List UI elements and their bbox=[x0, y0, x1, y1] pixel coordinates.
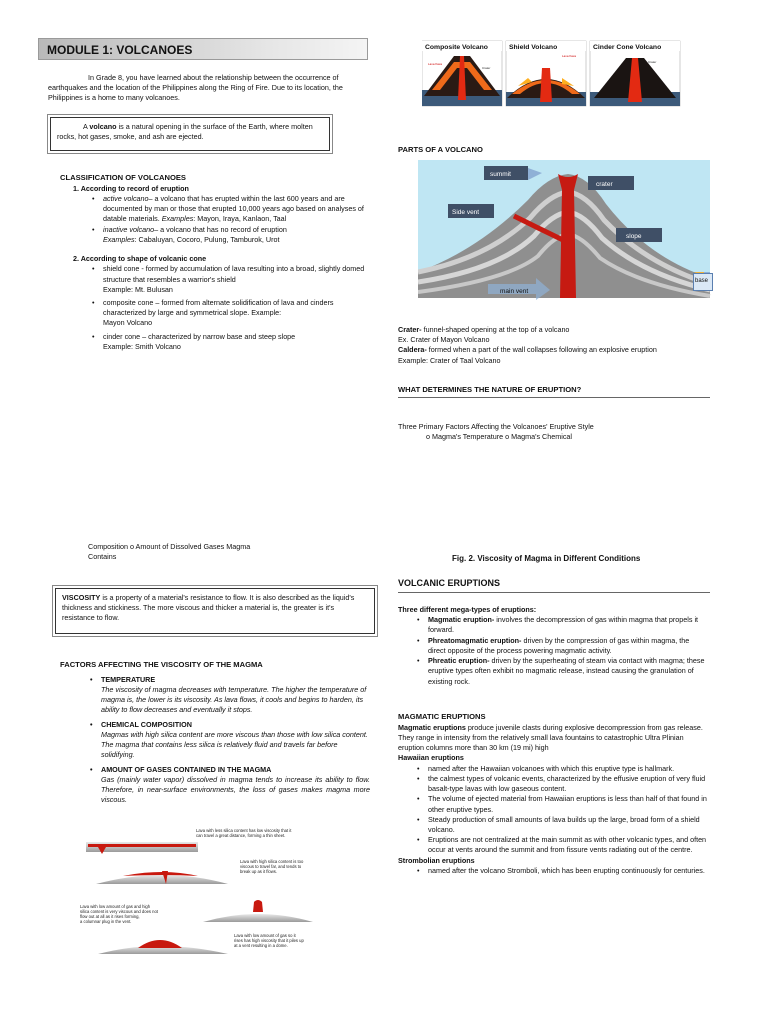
volcano-types-illustration bbox=[422, 38, 684, 108]
factor-text: Magmas with high silica content are more viscous than those with low silica content. The magma that contains less silica is relatively fluid and travels far before solidifying. bbox=[101, 729, 368, 760]
list-item: • inactive volcano– a volcano that has no record of eruption Examples: Cabaluyan, Cocoro, Pulung, Tamburok, Urot bbox=[103, 225, 370, 245]
factor-title: • CHEMICAL COMPOSITION bbox=[101, 720, 370, 730]
record-heading: 1. According to record of eruption bbox=[73, 183, 189, 193]
factors-heading: FACTORS AFFECTING THE VISCOSITY OF THE MAGMA bbox=[60, 660, 263, 669]
list-item: • named after the volcano Stromboli, which has been erupting continuously for centuries. bbox=[428, 866, 708, 876]
crater-small-label: Crater bbox=[482, 66, 491, 70]
factors-section bbox=[60, 660, 370, 805]
list-item: • cinder cone – characterized by narrow base and steep slope Example: Smith Volcano bbox=[103, 332, 370, 352]
flow-label-3: Lava with low amount of gas and high silica content is very viscous and does not flow out at all as it rises forming, a columnar plug in the vent. bbox=[80, 904, 158, 924]
thin-lava-sheet bbox=[86, 842, 198, 854]
factor-title: • TEMPERATURE bbox=[101, 675, 370, 685]
module-title: MODULE 1: VOLCANOES bbox=[38, 38, 368, 60]
factor-text: Gas (mainly water vapor) dissolved in magma tends to increase its ability to flow. Therefore, in near-surface environments, the loss of gases makes magma more viscous. bbox=[101, 774, 370, 805]
shield-volcano-image bbox=[506, 41, 586, 106]
list-item: • the calmest types of volcanic events, characterized by the effusive eruption of very fluid basalt-type lavas with low gaseous content. bbox=[428, 774, 708, 794]
list-item: • Eruptions are not centralized at the main summit as with other volcanic types, and often occur at vents around the summit and from fissure vents radiating out of the centre. bbox=[428, 835, 708, 855]
factors-list bbox=[60, 675, 370, 806]
list-item: • active volcano– a volcano that has erupted within the last 600 years and are documented by man or those that erupted 10,000 years ago based on analyses of datable materials. Examples: Mayon, Iraya, Kanlaon, Taal bbox=[103, 194, 370, 225]
volcano-type-label: Composite Volcano bbox=[425, 44, 488, 51]
volcano-type-label: Shield Volcano bbox=[509, 44, 558, 51]
record-list bbox=[60, 194, 370, 245]
label-summit: summit bbox=[490, 171, 511, 178]
list-item: • The volume of ejected material from Hawaiian eruptions is less than half of that found in other eruptive types. bbox=[428, 794, 708, 814]
parts-of-volcano-diagram bbox=[418, 160, 712, 300]
factor-title: • AMOUNT OF GASES CONTAINED IN THE MAGMA bbox=[101, 765, 370, 775]
lava-dome bbox=[98, 940, 228, 954]
cinder-cone-volcano-image bbox=[590, 41, 680, 106]
nature-heading: WHAT DETERMINES THE NATURE OF ERUPTION? bbox=[398, 385, 582, 394]
parts-heading: PARTS OF A VOLCANO bbox=[398, 145, 483, 154]
magmatic-heading: MAGMATIC ERUPTIONS bbox=[398, 712, 486, 721]
factor-text: The viscosity of magma decreases with temperature. The higher the temperature of magma is, the lower is its viscosity. As lava flows, it cools and begins to harden, its ability to flow decreases and eventually it stops. bbox=[101, 685, 367, 715]
fig2-caption: Fig. 2. Viscosity of Magma in Different Conditions bbox=[452, 554, 641, 563]
divider bbox=[398, 397, 710, 398]
crater-caldera-definitions: Crater- funnel-shaped opening at the top of a volcano Ex. Crater of Mayon Volcano Caldera- formed when a part of the wall collapses following an explosive eruption Example: Crater of Taal Volcano bbox=[398, 325, 657, 365]
viscosity-text: is a property of a material's resistance to flow. It is also described as the liquid's thickness and stickiness. The more viscous and thicker a material is, the greater is it's resistance to flow. bbox=[62, 593, 355, 623]
list-item: • Steady production of small amounts of lava builds up the large, broad form of a shield volcano. bbox=[428, 815, 708, 835]
volcano-definition-box bbox=[50, 117, 330, 151]
composite-volcano-image bbox=[422, 41, 502, 106]
list-item: • named after the Hawaiian volcanoes with which this eruptive type is hallmark. bbox=[428, 764, 708, 774]
composition-fragment: Composition o Amount of Dissolved Gases Magma Contains bbox=[88, 542, 251, 562]
volcano-type-label: Cinder Cone Volcano bbox=[593, 44, 662, 51]
mega-types-section bbox=[398, 605, 708, 687]
crater-small-label: Crater bbox=[648, 60, 657, 64]
flow-label-1: Lava with less silica content has low viscosity that it can travel a great distance, forming a thin sheet. bbox=[196, 828, 292, 838]
strombolian-heading: Strombolian eruptions bbox=[398, 855, 475, 865]
mega-types-heading: Three different mega-types of eruptions: bbox=[398, 605, 537, 614]
hawaiian-list bbox=[398, 764, 708, 856]
label-main-vent: main vent bbox=[500, 288, 529, 295]
label-side-vent: Side vent bbox=[452, 209, 480, 216]
classification-heading: CLASSIFICATION OF VOLCANOES bbox=[60, 173, 187, 182]
magmatic-section: MAGMATIC ERUPTIONS Magmatic eruptions produce juvenile clasts during explosive decompression from gas release. They range in intensity from the relatively small lava fountains to catastrophic Ultra Plinian eruption columns more than 30 km (19 mi) high Hawaiian eruptions • named after the Hawaiian volcanoes with which this eruptive type is hallmark. • the calmest types of volcanic events, characterized by the effusive eruption of very fluid basalt-type lavas with low gaseous content. • The volume of ejected material from Hawaiian eruptions is less than half of that found in other eruptive types. • Steady production of small amounts of lava builds up the large, broad form of a shield volcano. • Eruptions are not centralized at the main summit as with other volcanic types, and often occur at vents around the summit and from fissure vents radiating out of the centre. Strombolian eruptions • named after the volcano Stromboli, which has been erupting continuously for centuries. bbox=[398, 712, 708, 876]
list-item: • composite cone – formed from alternate solidification of lava and cinders characterized by large and symmetrical slope. Example: Mayon Volcano bbox=[103, 298, 370, 329]
shape-list bbox=[60, 264, 370, 352]
flow-label-4: Lava with low amount of gas so it rises has high viscosity that it piles up at a vent resulting in a dome. bbox=[234, 933, 304, 948]
classification-section bbox=[60, 173, 370, 352]
viscosity-term: VISCOSITY bbox=[62, 593, 101, 602]
divider bbox=[398, 592, 710, 593]
viscosity-definition-box bbox=[55, 588, 375, 634]
lava-flows-label: Lava flows bbox=[428, 62, 443, 66]
nature-text: Three Primary Factors Affecting the Volcanoes' Eruptive Style o Magma's Temperature o Magma's Chemical bbox=[398, 422, 594, 442]
hawaiian-heading: Hawaiian eruptions bbox=[398, 753, 464, 763]
label-crater: crater bbox=[596, 181, 613, 188]
definition-text: is a natural opening in the surface of the Earth, where molten rocks, hot gases, smoke, and ash are ejected. bbox=[57, 122, 313, 142]
label-base: base bbox=[695, 278, 709, 284]
list-item: • Phreatomagmatic eruption- driven by the compression of gas within magma, the direct opposite of the process powering magmatic activity. bbox=[428, 636, 708, 656]
flow-label-2: Lava with high silica content is too viscous to travel far, and tends to break up as it flows. bbox=[240, 859, 304, 874]
list-item: • Phreatic eruption- driven by the superheating of steam via contact with magma; these eruptive types often exhibit no magmatic release, instead causing the granulation of existing rock. bbox=[428, 656, 708, 687]
lava-flows-label: Lava flows bbox=[562, 54, 577, 58]
lava-viscosity-illustration bbox=[78, 826, 370, 958]
list-item: • shield cone - formed by accumulation of lava resulting into a broad, slightly domed structure that resembles a warrior's shield Example: Mt. Bulusan bbox=[103, 264, 370, 295]
label-slope: slope bbox=[626, 233, 642, 240]
shape-heading: 2. According to shape of volcanic cone bbox=[73, 254, 207, 264]
strombolian-list bbox=[398, 866, 708, 876]
definition-prefix: A bbox=[83, 122, 90, 131]
mega-types-list bbox=[398, 615, 708, 687]
base-label-box bbox=[693, 273, 713, 291]
viscous-lava-flow bbox=[96, 871, 228, 884]
intro-paragraph: In Grade 8, you have learned about the relationship between the occurrence of earthquakes and the location of the Philippines along the Ring of Fire. Due to its location, the Philippines is a home to many volcanoes. bbox=[48, 73, 343, 103]
columnar-plug bbox=[203, 900, 313, 922]
list-item: • Magmatic eruption- involves the decompression of gas within magma that propels it forward. bbox=[428, 615, 708, 635]
definition-term: volcano bbox=[89, 122, 117, 131]
eruptions-heading: VOLCANIC ERUPTIONS bbox=[398, 578, 501, 588]
